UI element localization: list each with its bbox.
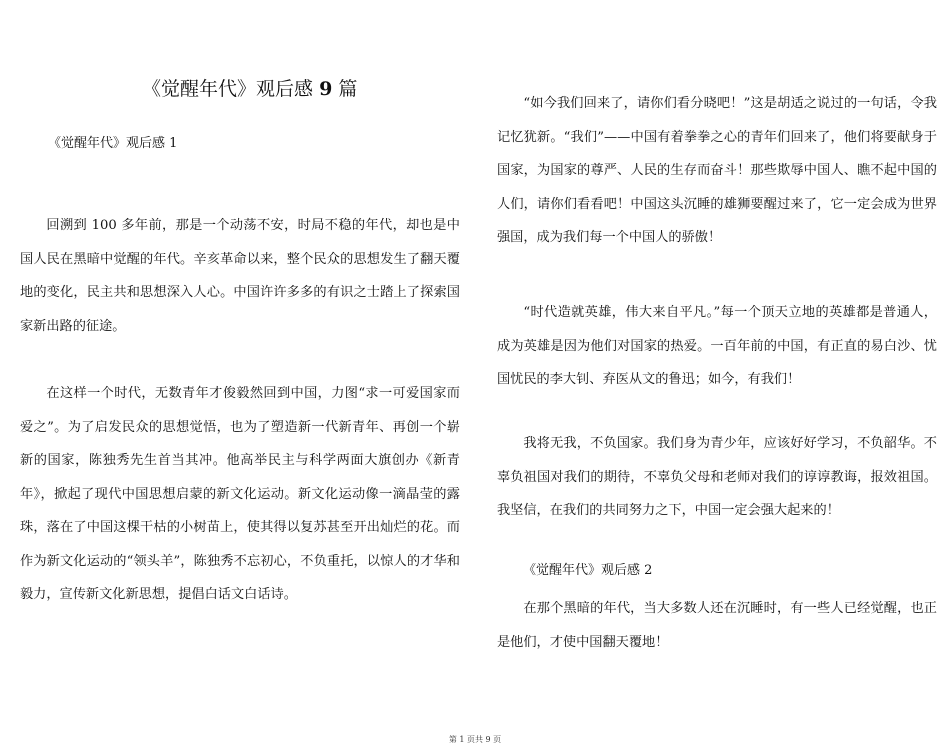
section-heading-1: 《觉醒年代》观后感 1	[48, 136, 178, 151]
title-suffix: 篇	[338, 78, 358, 100]
page-footer: 第 1 页共 9 页	[448, 735, 502, 744]
paragraph: 回溯到 100 多年前，那是一个动荡不安，时局不稳的年代，却也是中国人民在黑暗中觉醒的年代。辛亥革命以来，整个民众的思想发生了翻天覆地的变化，民主共和思想深入人心。中国许许多多的有识之士踏上了探索国家新出路的征途。	[20, 218, 460, 334]
paragraph: 我将无我，不负国家。我们身为青少年，应该好好学习，不负韶华。不辜负祖国对我们的期待，不辜负父母和老师对我们的谆谆教诲，报效祖国。我坚信，在我们的共同努力之下，中国一定会强大起来的！	[497, 436, 937, 518]
paragraph: “如今我们回来了，请你们看分晓吧！”这是胡适之说过的一句话，令我记忆犹新。“我们”——中国有着拳拳之心的青年们回来了，他们将要献身于国家，为国家的尊严、人民的生存而奋斗！那些欺辱中国人、瞧不起中国的人们，请你们看看吧！中国这头沉睡的雄狮要醒过来了，它一定会成为世界强国，成为我们每一个中国人的骄傲！	[497, 96, 937, 245]
title-number: 9	[319, 78, 333, 100]
paragraph: 在那个黑暗的年代，当大多数人还在沉睡时，有一些人已经觉醒，也正是他们，才使中国翻天覆地！	[497, 601, 937, 650]
paragraph: 在这样一个时代，无数青年才俊毅然回到中国，力图“求一可爱国家而爱之”。为了启发民众的思想觉悟，也为了塑造新一代新青年、再创一个崭新的国家，陈独秀先生首当其冲。他高举民主与科学两面大旗创办《新青年》，掀起了现代中国思想启蒙的新文化运动。新文化运动像一滴晶莹的露珠，落在了中国这棵干枯的小树苗上，使其得以复苏甚至开出灿烂的花。而作为新文化运动的“领头羊”，陈独秀不忘初心，不负重托，以惊人的才华和毅力，宣传新文化新思想，提倡白话文白话诗。	[20, 386, 460, 602]
section-heading-2: 《觉醒年代》观后感 2	[523, 563, 653, 578]
page-title	[142, 77, 357, 101]
paragraph: “时代造就英雄，伟大来自平凡。”每一个顶天立地的英雄都是普通人，成为英雄是因为他们对国家的热爱。一百年前的中国，有正直的易白沙、忧国忧民的李大钊、弃医从文的鲁迅；如今，有我们！	[497, 305, 937, 387]
title-prefix: 《觉醒年代》观后感	[142, 78, 314, 100]
